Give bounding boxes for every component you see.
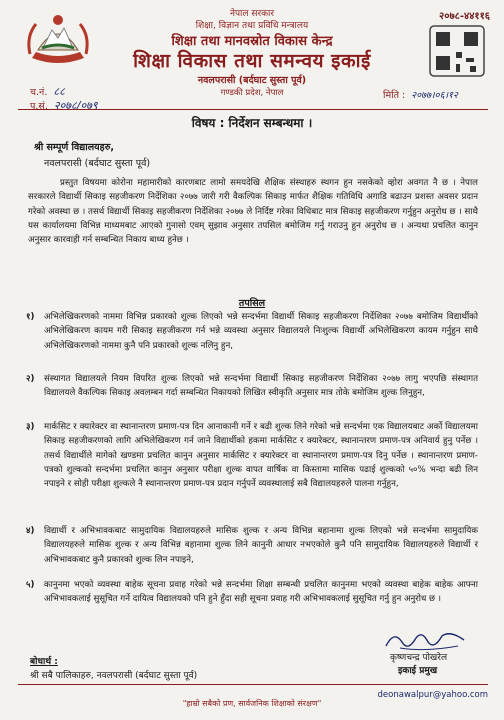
letterhead-unit: शिक्षा विकास तथा समन्वय इकाई — [133, 50, 371, 72]
signatory-name: कृष्णचन्द्र पोखरेल — [390, 653, 448, 663]
letterhead-province: गण्डकी प्रदेश, नेपाल — [220, 88, 284, 98]
list-item — [28, 310, 478, 353]
chalani-label: च.नं. — [30, 87, 48, 98]
intro-paragraph — [28, 176, 478, 247]
item-text: संस्थागत विद्यालयले नियम विपरित शुल्क लिएको भन्ने सन्दर्भमा विद्यार्थी सिकाइ सहजीकरण निर्देशिका २०७७ लागु भएपछि संस्थागत विद्यालयले वैकल्पिक सिकाइ अवलम्बन गर्दा सम्बन्धित निकायको लिखित स्वीकृति अनुसार मात्र तोके बमोजिम शुल्क लिनुहुन, — [44, 374, 478, 399]
addressee-line-2: नवलपरासी (बर्दघाट सुस्ता पूर्व) — [44, 158, 151, 169]
item-number: १) — [26, 312, 35, 322]
qr-seal-icon — [426, 22, 488, 80]
patra-label: प.सं. — [30, 101, 48, 112]
list-item — [28, 372, 478, 401]
item-number: २) — [26, 374, 35, 384]
patra-number — [30, 98, 98, 113]
item-number: ३) — [26, 422, 35, 432]
patra-value: २०७८/०७९ — [53, 99, 98, 112]
item-number: ५) — [26, 580, 35, 590]
letterhead-government: नेपाल सरकार — [229, 9, 275, 19]
letterhead-district: नवलपरासी (बर्दघाट सुस्ता पूर्व) — [197, 75, 307, 86]
tapsil-heading: तपसिल — [238, 298, 266, 309]
cc-label: बोधार्थ : — [30, 657, 58, 667]
reference-number: २०७८-४४११६ — [439, 11, 490, 22]
addressee-line-1: श्री सम्पूर्ण विद्यालयहरु, — [34, 142, 114, 153]
subject-line: विषय : निर्देशन सम्बन्धमा । — [191, 116, 313, 130]
chalani-number — [30, 84, 65, 99]
item-text: विद्यार्थी र अभिभावकबाट सामुदायिक विद्यालयहरुले मासिक शुल्क र अन्य विभिन्न बहानामा शुल्क लिएको भन्ने सन्दर्भमा सामुदायिक विद्यालयहरुले मासिक शुल्क र अन्य विभिन्न बहानामा शुल्क लिने कानुनी आधार नभएकोले कुनै पनि सामुदायिक विद्यालयहरुले विद्यार्थी र अभिभावकबाट कुनै प्रकारको शुल्क लिन नपाइने, — [44, 526, 478, 565]
cc-recipients: श्री सबै पालिकाहरु, नवलपरासी (बर्दघाट सुस्ता पूर्व) — [30, 671, 198, 681]
chalani-value: ८८ — [53, 85, 65, 98]
signatory-title: इकाई प्रमुख — [398, 666, 438, 676]
item-text: मार्कसिट र क्यारेक्टर वा स्थानान्तरण प्रमाण-पत्र दिन आनाकानी गर्ने र बढी शुल्क लिने गरेको भन्ने सन्दर्भमा एक विद्यालयबाट अर्को विद्यालयमा सिकाइ सहजीकरणको लागि अभिलेखिकरण गर्न जाने विद्यार्थीको हकमा मार्कसिट र क्यारेक्टर, स्थानान्तरण प्रमाण-पत्र अनिवार्य हुनु पर्नेछ । तसर्थ विद्यार्थीले मागेको खण्डमा प्रचलित कानुन अनुसार मार्कसिट र क्यारेक्टर वा स्थानान्तरण प्रमाण-पत्र दिनु पर्नेछ । स्थानान्तरण प्रमाण-पत्रको शुल्कको सन्दर्भमा प्रचलित कानुन अनुसार परीक्षा शुल्क वापत वार्षिक वा किस्तामा मासिक पढाई शुल्कको ५०% भन्दा बढी लिन नपाइने र सोही परीक्षा शुल्कले नै स्थानान्तरण प्रमाण-पत्र प्रदान गर्नुपर्ने व्यवस्थालाई सबै विद्यालयहरुले पालना गर्नुहुन, — [44, 422, 478, 490]
list-item — [28, 524, 478, 567]
item-number: ४) — [26, 526, 35, 536]
letter-date — [383, 88, 458, 101]
footer-email: deonawalpur@yahoo.com — [377, 690, 488, 700]
intro-text: प्रस्तुत विषयमा कोरोना महामारीको कारणबाट लामो समयदेखि शैक्षिक संस्थाहरु स्थगन हुन नसकेको व्होरा अवगत नै छ । नेपाल सरकारले विद्यार्थी सिकाइ सहजीकरण निर्देशिका २०७७ जारी गरी वैकल्पिक सिकाइ मार्फत शैक्षिक गतिविधि अगाडि बढाउन प्रशस्त अवसर प्रदान गरेको अवस्था छ । तसर्थ विद्यार्थी सिकाइ सहजीकरण निर्देशिका २०७७ ले निर्दिष्ट गरेका विधिबाट मात्र सिकाइ सहजीकरण गर्नुहुन अनुरोध छ । साथै यस कार्यालयमा विभिन्न माध्यमबाट आएको गुनासो एवम् सुझाव अनुसार तपसिल बमोजिम गर्नु गराउनु हुन अनुरोध छ । अन्यथा प्रचलित कानुन अनुसार कारवाही गर्न सम्बन्धित निकाय बाध्य हुनेछ । — [28, 178, 478, 246]
footer-divider — [18, 684, 488, 685]
list-item — [28, 578, 478, 607]
letterhead-center: शिक्षा तथा मानवस्रोत विकास केन्द्र — [171, 34, 333, 49]
list-item — [28, 420, 478, 491]
item-text: कानुनमा भएको व्यवस्था बाहेक सूचना प्रवाह गरेको भन्ने सन्दर्भमा शिक्षा सम्बन्धी प्रचलित कानुनमा भएको व्यवस्था बाहेक बाहेक आफ्ना अभिभावकलाई सुसूचित गर्ने दायित्व विद्यालयको पनि हुने हुँदा सही सूचना प्रवाह गरी अभिभावकलाई सुसूचित गर्नु हुन अनुरोध छ । — [44, 580, 478, 605]
header-divider — [18, 109, 488, 110]
footer-slogan: "हाम्रो सबैको प्रण, सार्वजनिक शिक्षाको संरक्षण" — [182, 699, 322, 708]
date-label: मिति : — [383, 90, 406, 101]
item-text: अभिलेखिकरणको नाममा विभिन्न प्रकारको शुल्क लिएको भन्ने सन्दर्भमा विद्यार्थी सिकाइ सहजीकरण निर्देशिका २०७७ बमोजिम विद्यार्थीको अभिलेखिकरण कायम गरी सिकाइ सहजीकरण गर्न भन्ने व्यवस्था अनुसार विद्यालयले निःशुल्क विद्यार्थी अभिलेखिकरण कायम गर्नुहुन साथै अभिलेखिकरणको नाममा कुनै पनि प्रकारको शुल्क नलिनु हुन, — [44, 312, 478, 351]
date-value: २०७७।०६।१२ — [411, 90, 458, 101]
letterhead-ministry: शिक्षा, विज्ञान तथा प्रविधि मन्त्रालय — [195, 21, 309, 31]
